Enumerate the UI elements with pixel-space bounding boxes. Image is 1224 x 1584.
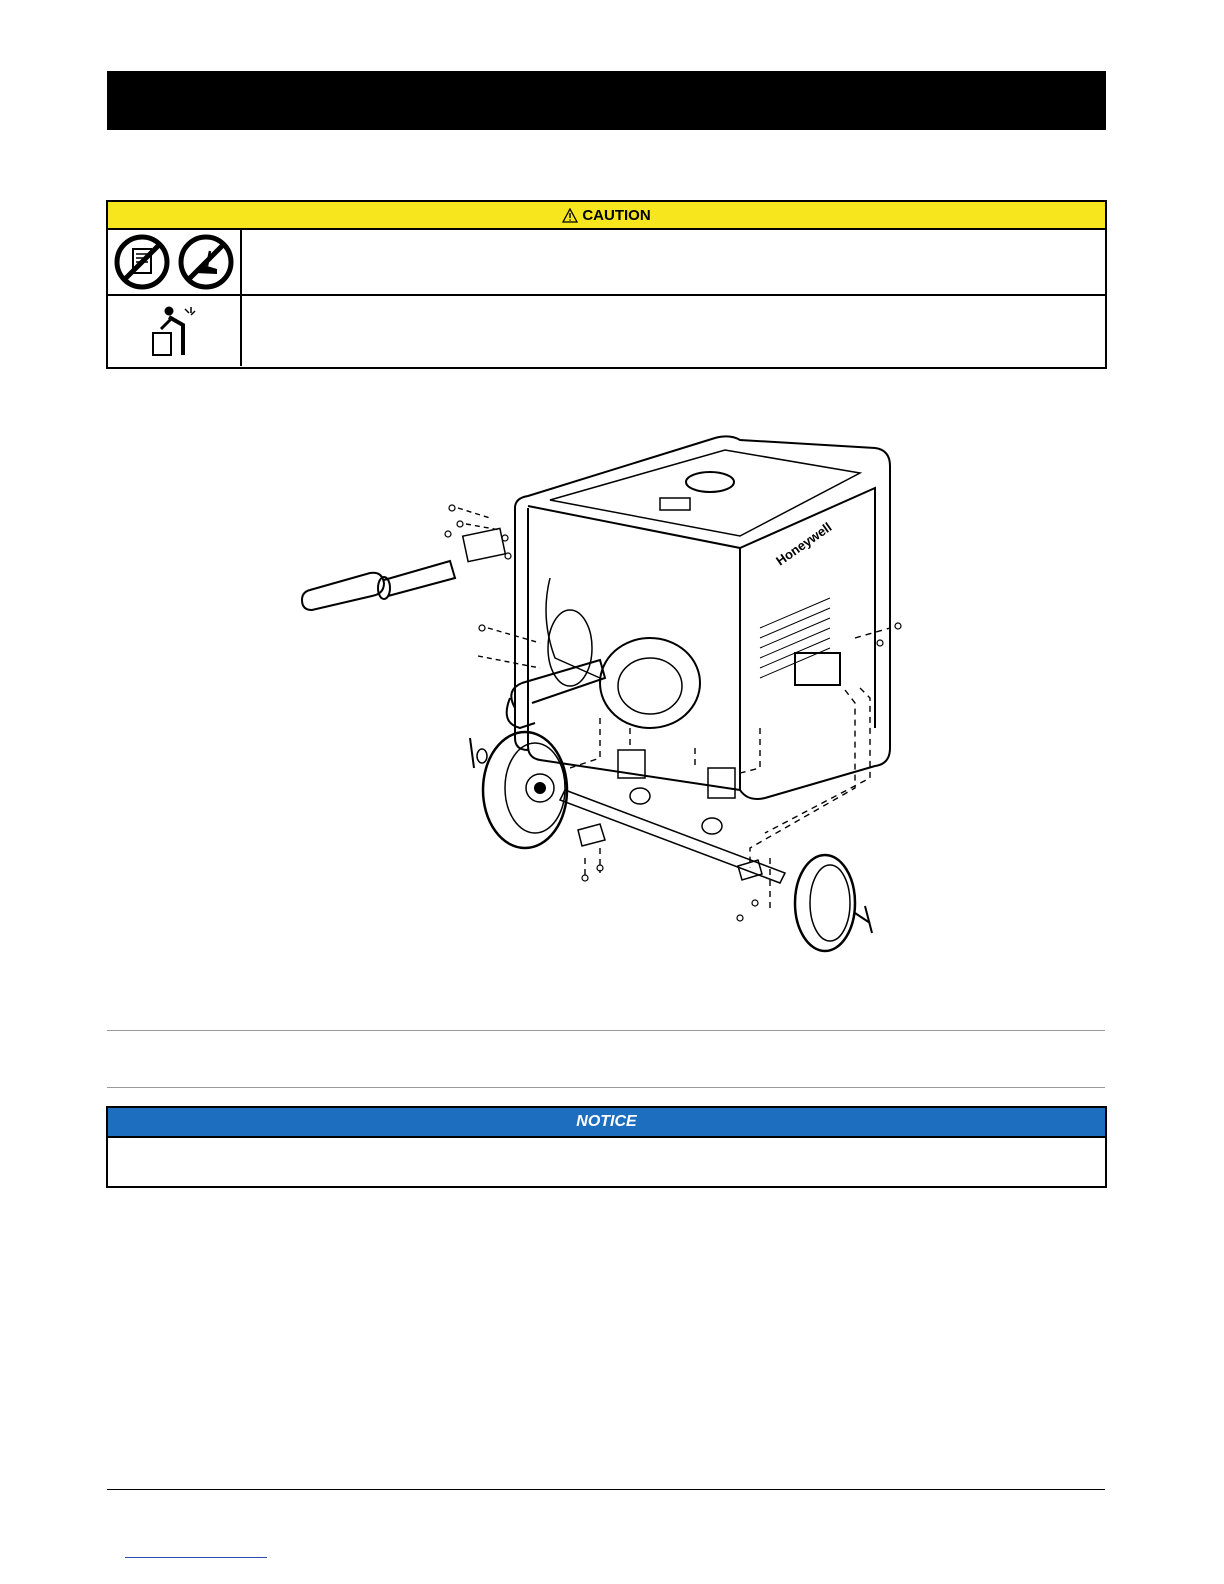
notice-label: NOTICE (576, 1113, 637, 1130)
warning-triangle-icon (562, 208, 578, 223)
caution-row (108, 230, 1105, 296)
notice-header (108, 1108, 1105, 1138)
caution-icons (108, 230, 242, 294)
section-rule-top (107, 1030, 1105, 1031)
caution-label: CAUTION (582, 206, 651, 224)
section-rule-bottom (107, 1087, 1105, 1088)
no-manual-icon (113, 233, 171, 291)
caution-header (108, 202, 1105, 230)
footer-rule (107, 1489, 1105, 1490)
caution-text-1 (242, 230, 1105, 294)
caution-panel (106, 200, 1107, 369)
caution-icons (108, 296, 242, 366)
assembly-diagram (300, 428, 920, 953)
footer-link-underline[interactable] (125, 1557, 267, 1558)
caution-text-2 (242, 296, 1105, 366)
notice-panel (106, 1106, 1107, 1188)
caution-row (108, 296, 1105, 366)
brand-label: Honeywell (773, 519, 835, 569)
heavy-lifting-icon (149, 303, 199, 359)
section-header-bar (107, 71, 1106, 130)
no-hand-tool-icon (177, 233, 235, 291)
